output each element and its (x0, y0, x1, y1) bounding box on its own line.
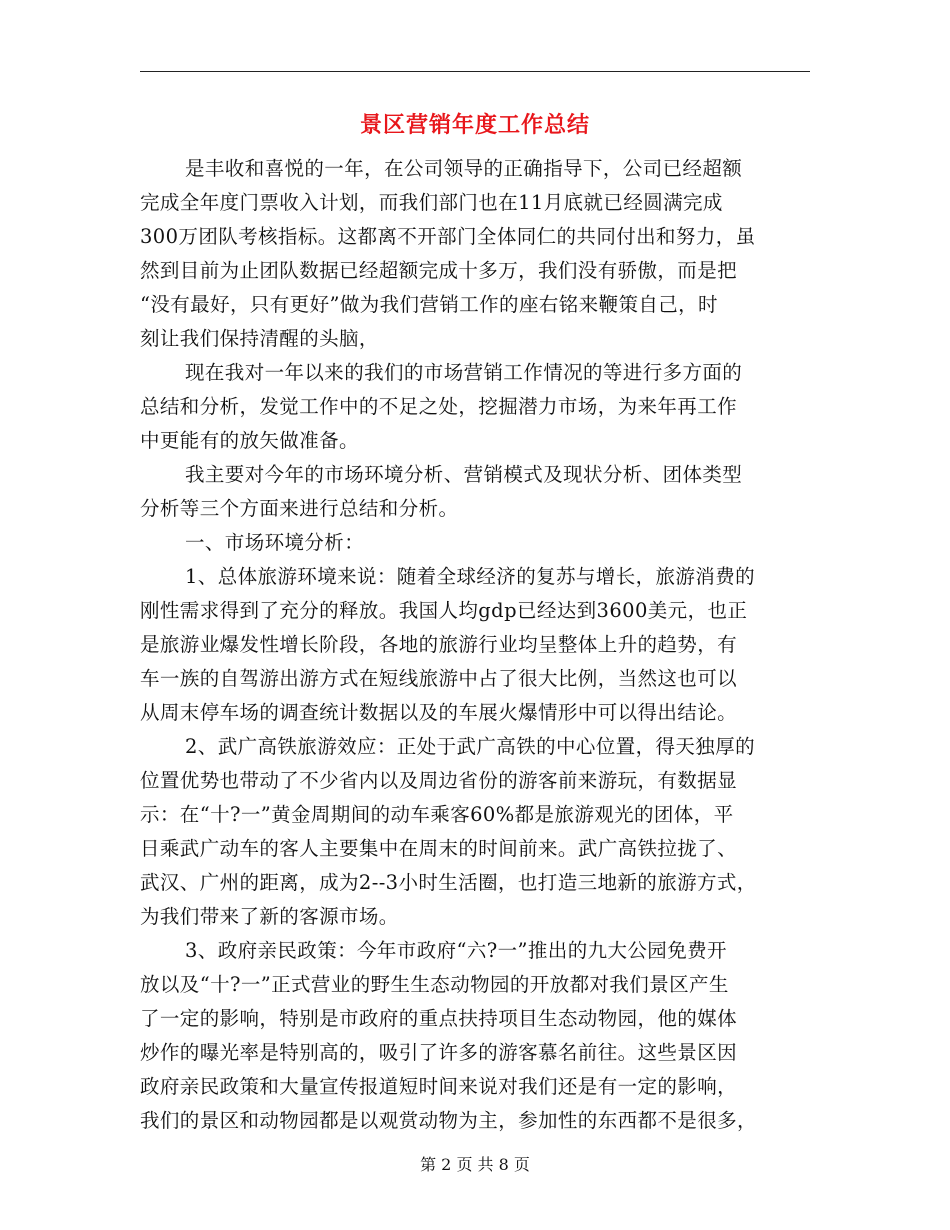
paragraph-line: 车一族的自驾游出游方式在短线旅游中占了很大比例，当然这也可以 (140, 667, 738, 690)
paragraph-line: “没有最好，只有更好”做为我们营销工作的座右铭来鞭策自己，时 (140, 293, 718, 316)
paragraph-line: 我主要对今年的市场环境分析、营销模式及现状分析、团体类型 (185, 463, 743, 486)
paragraph-line: 了一定的影响，特别是市政府的重点扶持项目生态动物园，他的媒体 (140, 1007, 738, 1030)
paragraph-line: 政府亲民政策和大量宣传报道短时间来说对我们还是有一定的影响， (140, 1075, 738, 1098)
paragraph-line: 从周末停车场的调查统计数据以及的车展火爆情形中可以得出结论。 (140, 701, 738, 724)
paragraph-line: 位置优势也带动了不少省内以及周边省份的游客前来游玩，有数据显 (140, 769, 738, 792)
paragraph-line: 日乘武广动车的客人主要集中在周末的时间前来。武广高铁拉拢了、 (140, 837, 738, 860)
paragraph-line: 分析等三个方面来进行总结和分析。 (140, 497, 459, 520)
paragraph-line: 总结和分析，发觉工作中的不足之处，挖掘潜力市场，为来年再工作 (140, 395, 738, 418)
paragraph-line: 一、市场环境分析： (185, 531, 365, 554)
paragraph-line: 刚性需求得到了充分的释放。我国人均gdp已经达到3600美元，也正 (140, 599, 748, 622)
paragraph-line: 示：在“十?一”黄金周期间的动车乘客60%都是旅游观光的团体，平 (140, 803, 734, 826)
paragraph-line: 然到目前为止团队数据已经超额完成十多万，我们没有骄傲，而是把 (140, 259, 738, 282)
paragraph-line: 是旅游业爆发性增长阶段，各地的旅游行业均呈整体上升的趋势，有 (140, 633, 738, 656)
paragraph-line: 2、武广高铁旅游效应：正处于武广高铁的中心位置，得天独厚的 (185, 735, 756, 758)
paragraph-line: 3、政府亲民政策：今年市政府“六?一”推出的九大公园免费开 (185, 939, 727, 962)
paragraph-line: 完成全年度门票收入计划，而我们部门也在11月底就已经圆满完成 (140, 191, 723, 214)
paragraph-line: 我们的景区和动物园都是以观赏动物为主，参加性的东西都不是很多， (140, 1109, 757, 1132)
header-rule (140, 71, 810, 72)
paragraph-line: 是丰收和喜悦的一年，在公司领导的正确指导下，公司已经超额 (185, 157, 743, 180)
paragraph-line: 武汉、广州的距离，成为2--3小时生活圈，也打造三地新的旅游方式， (140, 871, 757, 894)
paragraph-line: 现在我对一年以来的我们的市场营销工作情况的等进行多方面的 (185, 361, 743, 384)
paragraph-line: 为我们带来了新的客源市场。 (140, 905, 399, 928)
paragraph-line: 放以及“十?一”正式营业的野生生态动物园的开放都对我们景区产生 (140, 973, 729, 996)
page-number: 第 2 页 共 8 页 (420, 1155, 530, 1174)
document-title: 景区营销年度工作总结 (359, 112, 590, 138)
paragraph-line: 1、总体旅游环境来说：随着全球经济的复苏与增长，旅游消费的 (185, 565, 756, 588)
paragraph-line: 300万团队考核指标。这都离不开部门全体同仁的共同付出和努力，虽 (140, 225, 756, 248)
paragraph-line: 刻让我们保持清醒的头脑， (140, 327, 379, 350)
paragraph-line: 中更能有的放矢做准备。 (140, 429, 359, 452)
paragraph-line: 炒作的曝光率是特别高的，吸引了许多的游客慕名前往。这些景区因 (140, 1041, 738, 1064)
